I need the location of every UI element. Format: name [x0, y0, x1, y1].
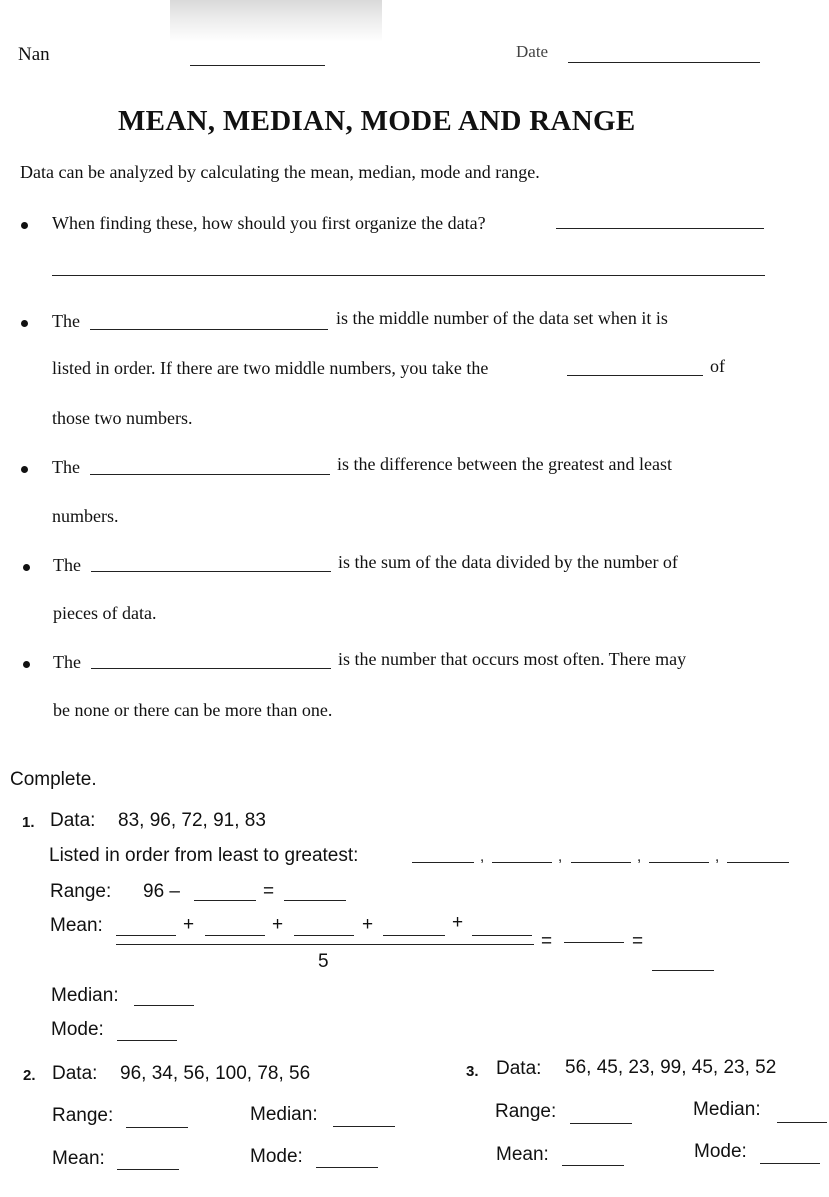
bullet-3-line2: numbers.: [52, 506, 119, 526]
name-label: Nan: [18, 44, 50, 65]
answer-blank-organize[interactable]: [556, 228, 764, 229]
problem-1-range-start: 96 –: [143, 881, 180, 902]
problem-2-median-blank[interactable]: [333, 1126, 395, 1127]
mean-addend-blank-2[interactable]: [205, 935, 265, 936]
mean-addend-blank-1[interactable]: [116, 935, 176, 936]
equals-sign: =: [632, 931, 644, 952]
mean-addend-blank-5[interactable]: [472, 935, 532, 936]
listed-blank-3[interactable]: [571, 862, 631, 863]
bullet-dot: [23, 661, 30, 668]
mean-divisor: 5: [318, 951, 329, 972]
problem-1-listed-label: Listed in order from least to greatest:: [49, 845, 359, 866]
plus-sign: +: [452, 912, 464, 933]
bullet-4-line2: pieces of data.: [53, 603, 157, 623]
mean-sum-blank[interactable]: [564, 942, 624, 943]
bullet-2-start: The: [52, 311, 80, 331]
mode-answer-blank[interactable]: [117, 1040, 177, 1041]
listed-blank-2[interactable]: [492, 862, 552, 863]
answer-blank-range[interactable]: [90, 474, 330, 475]
bullet-3-end: is the difference between the greatest and least: [337, 454, 673, 474]
range-subtract-blank[interactable]: [194, 900, 256, 901]
listed-blank-4[interactable]: [649, 862, 709, 863]
problem-2-range-blank[interactable]: [126, 1127, 188, 1128]
problem-1-mode-label: Mode:: [51, 1019, 104, 1040]
problem-3-mean-label: Mean:: [496, 1144, 549, 1165]
problem-2-mode-blank[interactable]: [316, 1167, 378, 1168]
problem-1-data-values: 83, 96, 72, 91, 83: [118, 810, 266, 831]
name-field[interactable]: [190, 65, 325, 66]
bullet-1-text: When finding these, how should you first organize the data?: [52, 213, 486, 233]
mean-addend-blank-4[interactable]: [383, 935, 445, 936]
bullet-2-end: is the middle number of the data set when it is: [336, 308, 668, 328]
bullet-2-line3: those two numbers.: [52, 408, 193, 428]
bullet-5-start: The: [53, 652, 81, 672]
answer-blank-mean[interactable]: [91, 571, 331, 572]
answer-blank-organize-line2[interactable]: [52, 275, 765, 276]
problem-2-range-label: Range:: [52, 1105, 114, 1126]
date-label: Date: [516, 42, 549, 61]
mean-addend-blank-3[interactable]: [294, 935, 354, 936]
listed-blank-5[interactable]: [727, 862, 789, 863]
plus-sign: +: [183, 914, 195, 935]
bullet-5-end: is the number that occurs most often. There may: [338, 649, 687, 669]
problem-2-median-label: Median:: [250, 1104, 318, 1125]
comma: ,: [480, 848, 485, 865]
fraction-bar: [116, 944, 534, 945]
problem-2-mean-blank[interactable]: [117, 1169, 179, 1170]
bullet-4-end: is the sum of the data divided by the number of: [338, 552, 678, 572]
problem-3-data-label: Data:: [496, 1058, 542, 1079]
median-answer-blank[interactable]: [134, 1005, 194, 1006]
plus-sign: +: [362, 914, 374, 935]
problem-3-median-label: Median:: [693, 1099, 761, 1120]
bullet-2-line2-end: of: [710, 356, 725, 376]
bullet-dot: [21, 320, 28, 327]
problem-3-range-label: Range:: [495, 1101, 557, 1122]
comma: ,: [637, 848, 642, 865]
page-title: MEAN, MEDIAN, MODE AND RANGE: [118, 105, 636, 137]
problem-3-mode-label: Mode:: [694, 1141, 747, 1162]
answer-blank-average[interactable]: [567, 375, 703, 376]
problem-2-number: 2.: [23, 1067, 36, 1084]
bullet-dot: [23, 564, 30, 571]
bullet-4-start: The: [53, 555, 81, 575]
problem-2-mean-label: Mean:: [52, 1148, 105, 1169]
problem-1-number: 1.: [22, 814, 35, 831]
bullet-5-line2: be none or there can be more than one.: [53, 700, 333, 720]
equals-sign: =: [263, 881, 275, 902]
problem-3-data-values: 56, 45, 23, 99, 45, 23, 52: [565, 1057, 777, 1078]
bullet-dot: [21, 466, 28, 473]
answer-blank-median[interactable]: [90, 329, 328, 330]
problem-3-mean-blank[interactable]: [562, 1165, 624, 1166]
problem-2-mode-label: Mode:: [250, 1146, 303, 1167]
problem-1-data-label: Data:: [50, 810, 96, 831]
comma: ,: [558, 848, 563, 865]
plus-sign: +: [272, 914, 284, 935]
comma: ,: [715, 848, 720, 865]
problem-3-mode-blank[interactable]: [760, 1163, 820, 1164]
bullet-2-line2-start: listed in order. If there are two middle numbers, you take the: [52, 358, 489, 378]
intro-text: Data can be analyzed by calculating the mean, median, mode and range.: [20, 162, 540, 182]
complete-heading: Complete.: [10, 769, 97, 790]
range-answer-blank[interactable]: [284, 900, 346, 901]
date-field[interactable]: [568, 62, 760, 63]
answer-blank-mode[interactable]: [91, 668, 331, 669]
equals-sign: =: [541, 931, 553, 952]
problem-3-range-blank[interactable]: [570, 1123, 632, 1124]
problem-3-median-blank[interactable]: [777, 1122, 827, 1123]
problem-1-median-label: Median:: [51, 985, 119, 1006]
mean-answer-blank[interactable]: [652, 970, 714, 971]
problem-1-range-label: Range:: [50, 881, 112, 902]
bullet-3-start: The: [52, 457, 80, 477]
problem-1-mean-label: Mean:: [50, 915, 103, 936]
scan-smudge: [170, 0, 382, 42]
problem-2-data-values: 96, 34, 56, 100, 78, 56: [120, 1063, 311, 1084]
problem-2-data-label: Data:: [52, 1063, 98, 1084]
bullet-dot: [21, 222, 28, 229]
listed-blank-1[interactable]: [412, 862, 474, 863]
problem-3-number: 3.: [466, 1063, 479, 1080]
